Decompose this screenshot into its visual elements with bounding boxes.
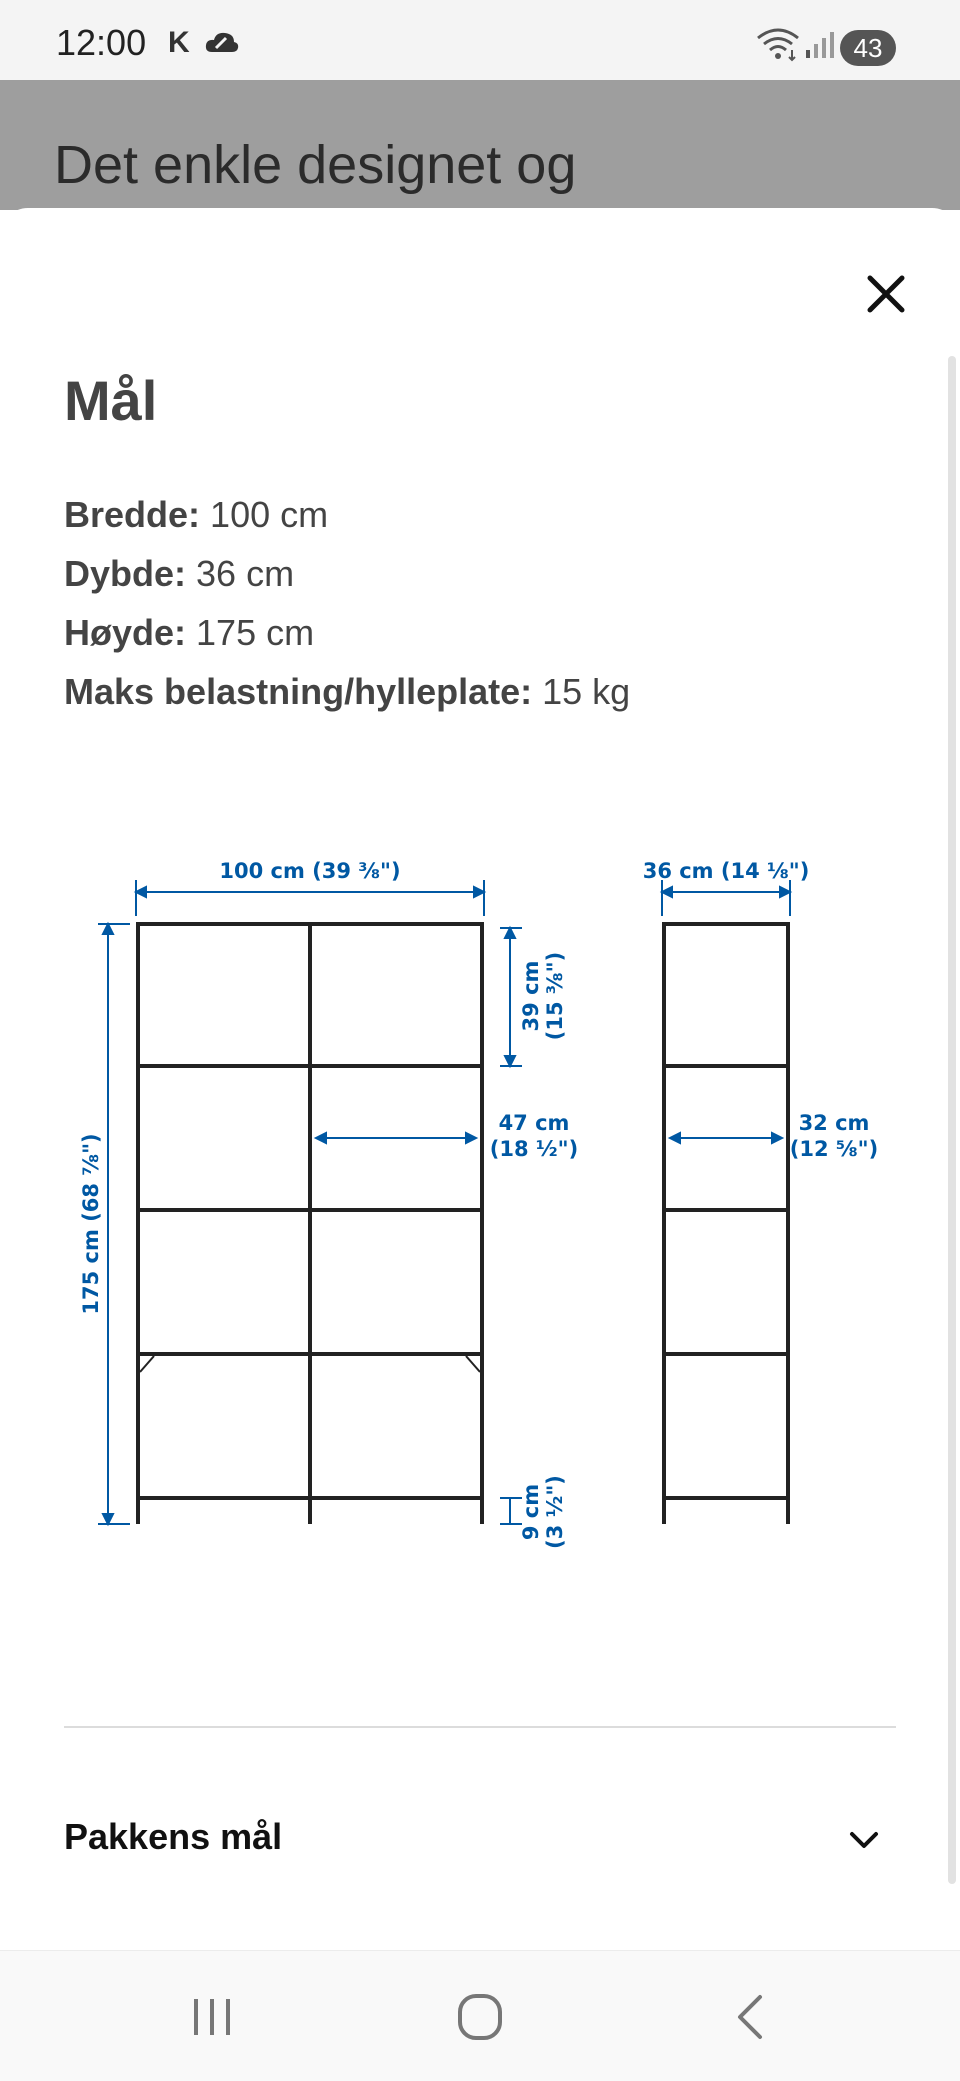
recent-apps-icon: [182, 1989, 242, 2045]
shelf-gap-label: 39 cm: [519, 960, 543, 1032]
wifi-icon: [756, 26, 800, 62]
background-page[interactable]: [0, 80, 960, 210]
status-bar: [0, 0, 960, 80]
spec-value: 15 kg: [542, 671, 631, 712]
inner-width-imperial-label: (18 ½"): [489, 1137, 579, 1161]
recent-apps-button[interactable]: [182, 1989, 242, 2045]
floor-gap-imperial-label: (3 ½"): [543, 1475, 567, 1549]
close-button[interactable]: [856, 264, 916, 324]
cloud-icon: [204, 30, 240, 54]
spec-depth: [64, 553, 294, 595]
depth-dimension-label: 36 cm (14 ⅛"): [642, 859, 810, 883]
spec-label: Bredde:: [64, 494, 201, 535]
background-page-title: Det enkle designet og: [54, 135, 577, 195]
scrollbar[interactable]: [948, 356, 956, 1884]
width-dimension-label: 100 cm (39 ⅜"): [219, 859, 401, 883]
floor-gap-label: 9 cm: [519, 1483, 543, 1541]
spec-height: [64, 612, 314, 654]
back-icon: [722, 1989, 782, 2045]
spec-width: [64, 494, 328, 536]
close-icon: [856, 264, 916, 324]
divider: [64, 1726, 896, 1728]
home-icon: [450, 1989, 510, 2045]
spec-label: Dybde:: [64, 553, 187, 594]
spec-value: 175 cm: [196, 612, 315, 653]
inner-depth-label: 32 cm: [798, 1111, 870, 1135]
spec-label: Maks belastning/hylleplate:: [64, 671, 533, 712]
dimension-drawing: [60, 838, 900, 1778]
spec-value: 100 cm: [210, 494, 329, 535]
battery-indicator: 43: [840, 30, 896, 66]
package-dimensions-label: Pakkens mål: [64, 1816, 283, 1857]
signal-icon: [804, 30, 836, 60]
spec-value: 36 cm: [196, 553, 295, 594]
package-dimensions-accordion[interactable]: [64, 1798, 896, 1878]
inner-width-label: 47 cm: [498, 1111, 570, 1135]
status-time: 12:00: [56, 22, 147, 63]
spec-max-load: [64, 671, 630, 713]
inner-depth-imperial-label: (12 ⅝"): [789, 1137, 879, 1161]
back-button[interactable]: [722, 1989, 782, 2045]
shelf-gap-imperial-label: (15 ⅜"): [543, 951, 567, 1041]
navigation-bar: [0, 1950, 960, 2081]
sheet-heading: Mål: [64, 369, 158, 432]
dimensions-sheet: [0, 208, 960, 1950]
spec-label: Høyde:: [64, 612, 187, 653]
home-button[interactable]: [450, 1989, 510, 2045]
height-dimension-label: 175 cm (68 ⅞"): [79, 1133, 103, 1315]
chevron-down-icon: [844, 1820, 884, 1860]
carrier-icon: K: [168, 26, 190, 59]
